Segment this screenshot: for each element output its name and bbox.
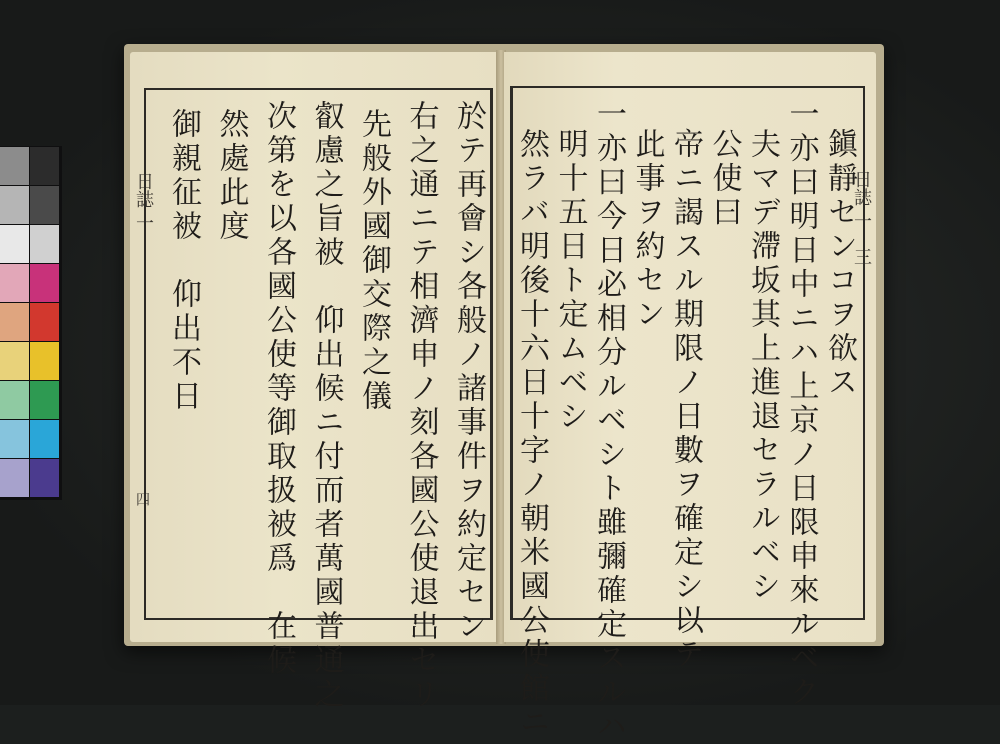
color-patch [30,186,59,224]
text-column: 御親征被 仰出不日 [166,108,201,414]
text-column: 明十五日ト定ムベシ [552,128,588,434]
text-column: 帝ニ謁スル期限ノ日數ヲ確定シ以テ [668,128,703,672]
color-patch [0,186,29,224]
right-margin-label: 日誌 一 三 [851,170,872,266]
text-column: 於テ再會シ各般ノ諸事件ヲ約定セン [451,100,486,644]
color-patch [30,264,59,302]
color-patch [0,381,29,419]
color-patch [30,342,59,380]
text-column: 一亦曰今日必相分ルベシト雖彌確定スルハ [591,98,626,744]
color-checker [0,146,62,500]
text-column: 次第を以各國公使等御取扱被爲 在候 [261,100,296,678]
text-column: 先般外國御交際之儀 [356,108,391,414]
left-text-frame [144,88,493,712]
text-column: 一亦曰明日中ニハ上京ノ日限申來ルベク [783,98,819,710]
text-column: 此事ヲ約セン [629,128,665,332]
text-column: 叡慮之旨被 仰出候ニ付而者萬國普通之 [308,100,344,712]
color-patch [0,225,29,263]
text-column: 然處此度 [213,108,249,244]
right-text-frame [510,86,865,744]
color-patch [0,459,29,497]
color-patch [30,420,59,458]
color-patch [0,264,29,302]
left-page-number: 四 [134,492,150,506]
left-margin-label: 日誌 一 [133,172,154,232]
color-patch [30,303,59,341]
color-patch [30,147,59,185]
left-page [130,52,498,712]
color-patch [0,147,29,185]
right-page [504,52,876,744]
color-patch [30,459,59,497]
color-patch [0,342,29,380]
color-patch [30,381,59,419]
color-patch [0,420,29,458]
text-column: 右之通ニテ相濟申ノ刻各國公使退出セリ [403,100,439,712]
color-patch [0,303,29,341]
color-patch [30,225,59,263]
text-column: 然ラバ明後十六日十字ノ朝米國公使館ニ [514,128,549,740]
open-book [124,44,884,744]
text-column: 鎭靜センコヲ欲ス [822,128,857,400]
text-column: 夫マデ滯坂其上進退セラルベシ [745,128,780,604]
text-column: 公使曰 [706,128,742,230]
